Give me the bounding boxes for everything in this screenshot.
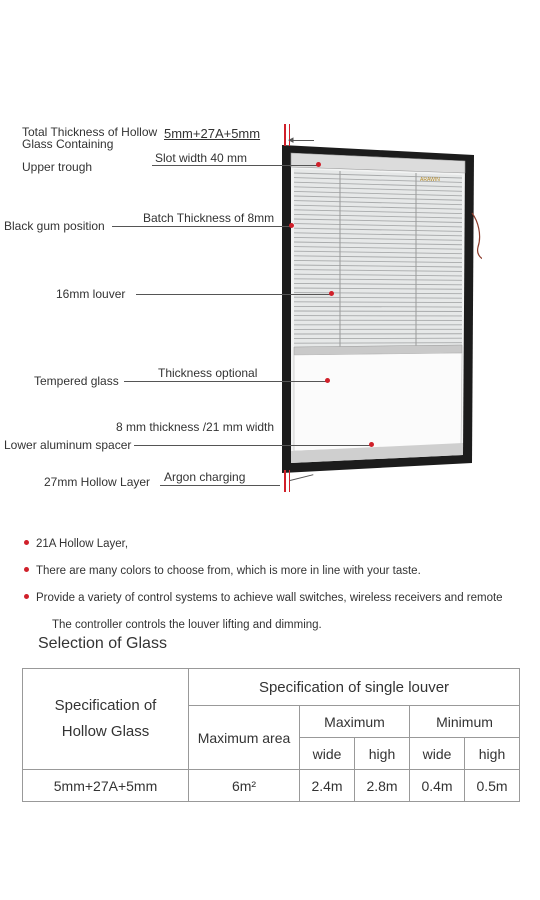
min-high-header: high [465,738,520,770]
window-frame-drawing [282,143,482,478]
list-item: There are many colors to choose from, which is more in line with your taste. [36,565,421,577]
argon-label: Argon charging [164,470,246,484]
total-thickness-value: 5mm+27A+5mm [164,126,261,141]
lower-spacer-label: Lower aluminum spacer [4,438,132,452]
top-arrow-icon: ◂ [288,134,294,146]
argon-line [160,485,280,486]
window-illustration [282,143,478,473]
louver-line [136,294,330,295]
louver-slat [294,311,462,312]
list-item: Provide a variety of control systems to achieve wall switches, wireless receivers and remote [36,592,503,604]
section-title: Selection of Glass [38,635,167,652]
table-row [23,770,520,802]
tempered-glass-dot [325,378,330,383]
louver-slat [294,343,462,344]
slot-width-dot [316,162,321,167]
bullet-icon [24,567,29,572]
min-wide-header: wide [410,738,465,770]
max-high-header: high [355,738,410,770]
top-thickness-marker [284,124,286,146]
max-wide-header: wide [300,738,355,770]
louver-dot [329,291,334,296]
lower-spacer-line [134,445,372,446]
black-gum-dot [289,223,294,228]
total-thickness-label-1: Total Thickness of Hollow [22,125,158,139]
upper-trough-label: Upper trough [22,160,93,174]
louver-label: 16mm louver [56,287,126,301]
min-wide-cell: 0.4m [410,770,465,802]
glass-spec-cell: 5mm+27A+5mm [23,770,189,802]
max-wide-cell: 2.4m [300,770,355,802]
black-gum-label: Black gum position [4,219,105,233]
lower-spacer-dot [369,442,374,447]
list-item: 21A Hollow Layer, [36,538,128,550]
list-item-continuation: The controller controls the louver lifting and dimming. [52,619,322,631]
svg-text:ARAWIN: ARAWIN [420,177,440,183]
spec-hollow-header: Specification of Hollow Glass [23,669,189,770]
spacer-dims-label: 8 mm thickness /21 mm width [116,420,275,434]
slot-width-label: Slot width 40 mm [155,151,248,165]
thickness-optional-label: Thickness optional [158,366,258,380]
tempered-glass-line [124,381,326,382]
max-area-header: Maximum area [189,706,300,770]
area-cell: 6m² [189,770,300,802]
batch-thickness-label: Batch Thickness of 8mm [143,211,275,225]
bottom-thickness-marker [284,470,286,492]
hollow-layer-label: 27mm Hollow Layer [44,475,151,489]
black-gum-line [112,226,290,227]
glass-spec-table [22,668,520,802]
tempered-glass-label: Tempered glass [34,374,119,388]
max-high-cell: 2.8m [355,770,410,802]
total-thickness-label-2: Glass Containing [22,137,114,151]
minimum-header: Minimum [410,706,520,738]
min-high-cell: 0.5m [465,770,520,802]
bullet-icon [24,540,29,545]
single-louver-header: Specification of single louver [189,669,520,706]
bullet-icon [24,594,29,599]
maximum-header: Maximum [300,706,410,738]
slot-width-line [152,165,318,166]
